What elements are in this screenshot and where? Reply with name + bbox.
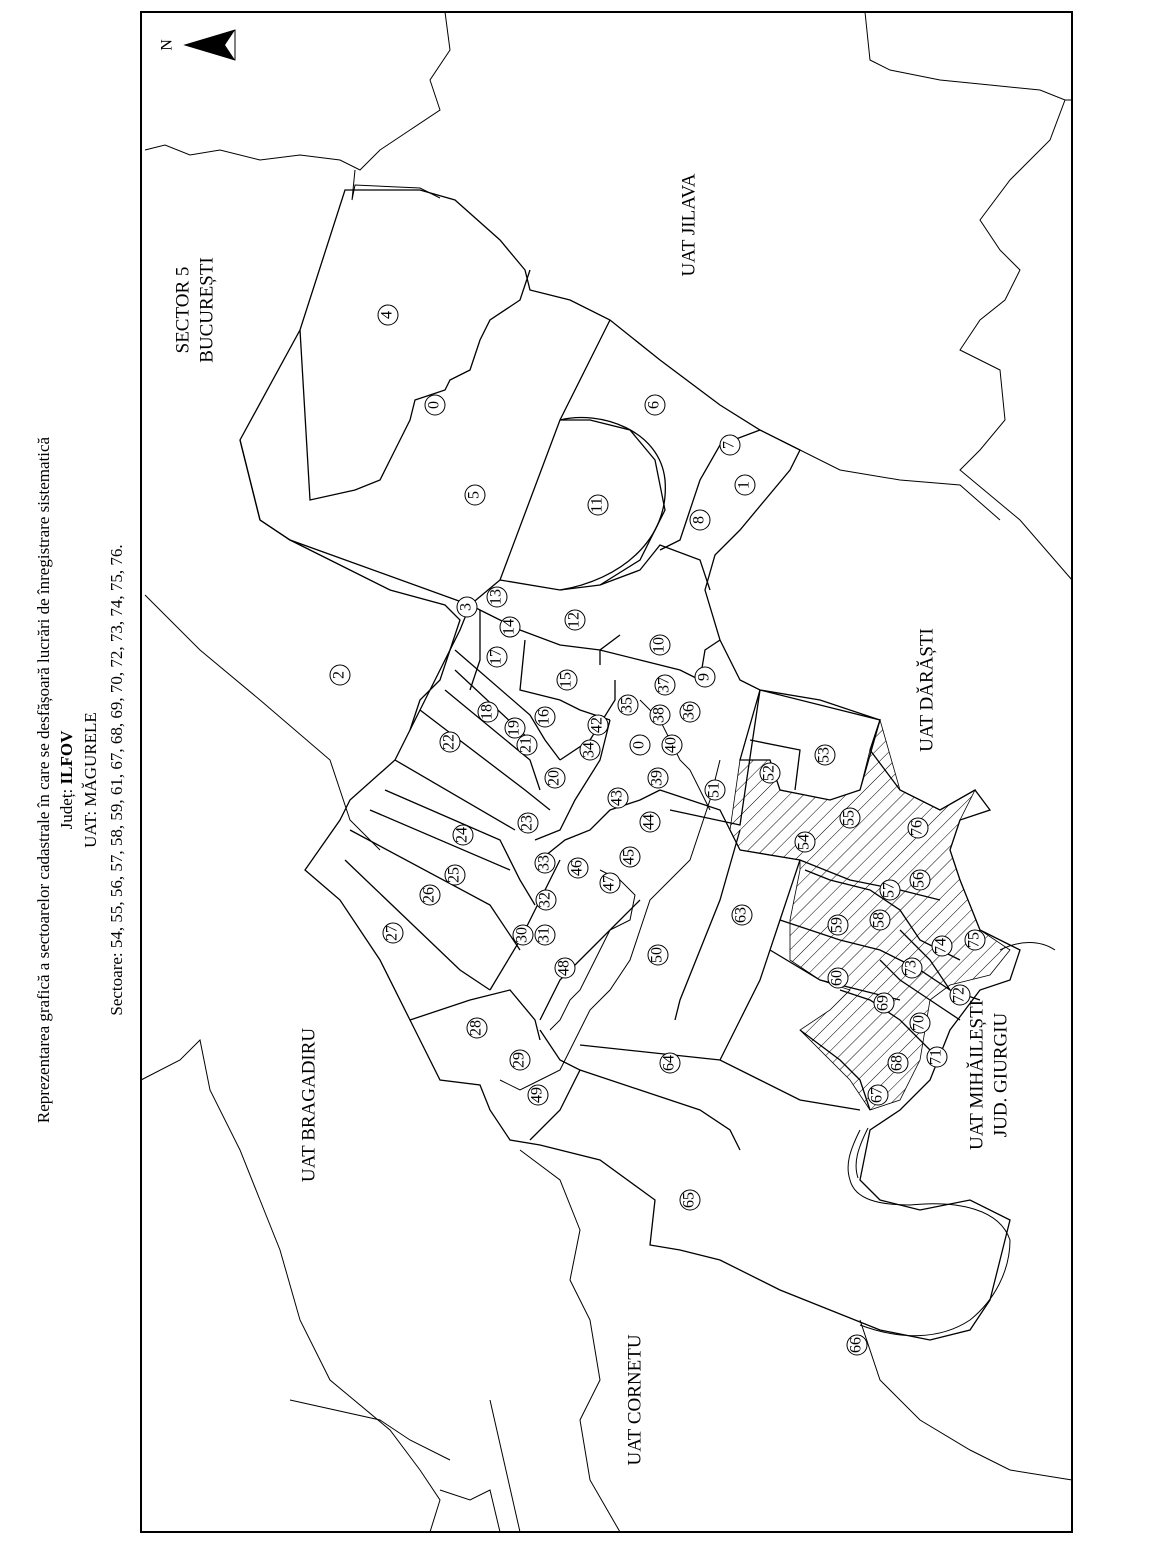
sector-number: 30 xyxy=(513,927,531,943)
sector-number: 33 xyxy=(535,855,553,871)
sector-marker-43 xyxy=(608,788,628,808)
sector-number: 23 xyxy=(518,815,536,831)
sector-number: 26 xyxy=(420,887,438,903)
sector-number: 67 xyxy=(868,1087,886,1103)
sector-marker-11 xyxy=(588,495,608,515)
sector-marker-52 xyxy=(760,763,780,783)
sector-marker-7 xyxy=(720,435,740,455)
sector-marker-65 xyxy=(680,1190,700,1210)
sector-number: 15 xyxy=(557,672,575,688)
label-darasti: UAT DĂRĂȘTI xyxy=(916,628,938,752)
sector-marker-15 xyxy=(557,670,577,690)
sector-number: 74 xyxy=(932,938,950,954)
sector-marker-36 xyxy=(680,702,700,722)
sector-number: 2 xyxy=(330,671,348,679)
sector-marker-1 xyxy=(735,475,755,495)
sector-marker-13 xyxy=(487,587,507,607)
sector-number: 63 xyxy=(732,907,750,923)
sector-number: 60 xyxy=(828,970,846,986)
sector-marker-0 xyxy=(425,395,445,415)
sector-marker-20 xyxy=(545,768,565,788)
sector-number: 18 xyxy=(478,704,496,720)
sector-marker-63 xyxy=(732,905,752,925)
sector-number: 8 xyxy=(690,516,708,524)
sector-marker-14 xyxy=(500,617,520,637)
sector-marker-49 xyxy=(528,1085,548,1105)
sector-number: 46 xyxy=(568,860,586,876)
sector-marker-12 xyxy=(565,610,585,630)
sector-number: 59 xyxy=(828,917,846,933)
sector-marker-34 xyxy=(580,740,600,760)
sector-number: 6 xyxy=(645,401,663,409)
title-line-2 xyxy=(57,730,76,829)
sector-number: 64 xyxy=(660,1055,678,1071)
sector-number: 28 xyxy=(467,1020,485,1036)
sector-marker-24 xyxy=(453,825,473,845)
sector-marker-74 xyxy=(932,936,952,956)
sector-number: 9 xyxy=(695,673,713,681)
sector-marker-8 xyxy=(690,510,710,530)
sector-marker-45 xyxy=(620,847,640,867)
title-line-3: UAT: MĂGURELE xyxy=(80,712,100,848)
sector-marker-33 xyxy=(535,853,555,873)
sector-marker-22 xyxy=(440,732,460,752)
sector-number: 71 xyxy=(927,1049,945,1065)
sector-number: 45 xyxy=(620,849,638,865)
sector-marker-58 xyxy=(870,910,890,930)
label-sector5-line1: SECTOR 5 xyxy=(172,266,194,354)
sector-marker-26 xyxy=(420,885,440,905)
sector-number: 48 xyxy=(555,960,573,976)
sector-marker-27 xyxy=(383,923,403,943)
sector-number: 21 xyxy=(517,737,535,753)
sector-marker-31 xyxy=(535,925,555,945)
sector-marker-72 xyxy=(950,985,970,1005)
sector-number: 73 xyxy=(902,960,920,976)
sector-number: 1 xyxy=(735,481,753,489)
sector-marker-68 xyxy=(888,1053,908,1073)
sector-marker-23 xyxy=(518,813,538,833)
sector-number: 66 xyxy=(847,1337,865,1353)
sector-number: 17 xyxy=(487,649,505,665)
label-mihailesti-line1: UAT MIHĂILEȘTI xyxy=(966,999,988,1151)
title-line-4: Sectoare: 54, 55, 56, 57, 58, 59, 61, 67, 68, 69, 70, 72, 73, 74, 75, 76. xyxy=(106,544,126,1016)
sector-number: 65 xyxy=(680,1192,698,1208)
sector-marker-64 xyxy=(660,1053,680,1073)
sector-number: 69 xyxy=(874,995,892,1011)
county-value: ILFOV xyxy=(56,730,76,785)
sector-11-boundary xyxy=(560,418,665,591)
sector-marker-57 xyxy=(880,880,900,900)
sector-number: 5 xyxy=(465,491,483,499)
sector-number: 40 xyxy=(662,737,680,753)
sector-marker-47 xyxy=(600,873,620,893)
sector-number: 42 xyxy=(588,717,606,733)
sector-number: 52 xyxy=(760,765,778,781)
sector-number: 54 xyxy=(795,834,813,850)
label-sector5-line2: BUCUREȘTI xyxy=(196,257,218,363)
sector-marker-2 xyxy=(330,665,350,685)
sector-number: 4 xyxy=(378,311,396,319)
sector-number: 53 xyxy=(815,747,833,763)
sector-marker-48 xyxy=(555,958,575,978)
sector-number: 72 xyxy=(950,987,968,1003)
sector-number: 13 xyxy=(487,589,505,605)
sector-marker-19 xyxy=(505,718,525,738)
sector-number: 35 xyxy=(618,697,636,713)
sector-marker-50 xyxy=(648,945,668,965)
sector-number: 56 xyxy=(910,872,928,888)
sector-marker-30 xyxy=(513,925,533,945)
sector-marker-54 xyxy=(795,832,815,852)
north-label: N xyxy=(158,39,176,51)
sector-marker-51 xyxy=(705,780,725,800)
sector-marker-38 xyxy=(650,705,670,725)
sector-marker-18 xyxy=(478,702,498,722)
sector-marker-66 xyxy=(847,1335,867,1355)
label-jilava: UAT JILAVA xyxy=(678,173,700,277)
sector-number: 16 xyxy=(535,709,553,725)
sector-number: 3 xyxy=(457,603,475,611)
sector-marker-60 xyxy=(828,968,848,988)
sector-number: 27 xyxy=(383,925,401,941)
county-prefix: Județ: xyxy=(56,784,76,830)
sector-number: 14 xyxy=(500,619,518,635)
sector-number: 10 xyxy=(650,637,668,653)
sector-number: 31 xyxy=(535,927,553,943)
sector-marker-76 xyxy=(908,818,928,838)
sector-marker-56 xyxy=(910,870,930,890)
sector-number: 38 xyxy=(650,707,668,723)
sector-marker-39 xyxy=(648,768,668,788)
sector-number: 7 xyxy=(720,441,738,449)
sector-marker-71 xyxy=(927,1047,947,1067)
sector-number: 58 xyxy=(870,912,888,928)
sector-number: 51 xyxy=(705,782,723,798)
sector-marker-35 xyxy=(618,695,638,715)
sector-number: 47 xyxy=(600,875,618,891)
neighbor-boundaries xyxy=(141,12,1072,1532)
sector-marker-59 xyxy=(828,915,848,935)
sector-marker-69 xyxy=(874,993,894,1013)
sector-number: 11 xyxy=(588,497,606,513)
sector-number: 22 xyxy=(440,734,458,750)
magurele-outline xyxy=(240,190,1020,1340)
sector-number: 37 xyxy=(655,677,673,693)
label-mihailesti-line2: JUD. GIURGIU xyxy=(990,1012,1012,1138)
sector-marker-16 xyxy=(535,707,555,727)
sector-marker-5 xyxy=(465,485,485,505)
sector-marker-53 xyxy=(815,745,835,765)
sector-number: 44 xyxy=(640,814,658,830)
sector-marker-46 xyxy=(568,858,588,878)
sector-number: 19 xyxy=(505,720,523,736)
sector-marker-40 xyxy=(662,735,682,755)
map-title xyxy=(34,436,126,1123)
sector-marker-73 xyxy=(902,958,922,978)
sector-marker-42 xyxy=(588,715,608,735)
sector-marker-21 xyxy=(517,735,537,755)
label-bragadiru: UAT BRAGADIRU xyxy=(298,1027,320,1183)
sector-marker-6 xyxy=(645,395,665,415)
sector-number: 24 xyxy=(453,827,471,843)
sector-number: 32 xyxy=(536,892,554,908)
sector-marker-67 xyxy=(868,1085,888,1105)
sector-number: 12 xyxy=(565,612,583,628)
title-line-1: Reprezentarea grafică a sectoarelor cadastrale în care se desfășoară lucrări de înregistrare sistematică xyxy=(33,436,53,1124)
sector-number: 0 xyxy=(425,401,443,409)
sector-marker-9 xyxy=(695,667,715,687)
sector-number: 70 xyxy=(910,1015,928,1031)
sector-number: 68 xyxy=(888,1055,906,1071)
sector-marker-4 xyxy=(378,305,398,325)
sector-number: 75 xyxy=(965,932,983,948)
sector-number: 50 xyxy=(648,947,666,963)
sector-number: 39 xyxy=(648,770,666,786)
north-arrow-icon xyxy=(159,30,235,60)
sector-number: 43 xyxy=(608,790,626,806)
sector-marker-55 xyxy=(840,808,860,828)
sector-marker-75 xyxy=(965,930,985,950)
sector-marker-29 xyxy=(510,1050,530,1070)
sector-marker-3 xyxy=(457,597,477,617)
sector-marker-37 xyxy=(655,675,675,695)
sector-marker-70 xyxy=(910,1013,930,1033)
map-frame xyxy=(141,12,1072,1532)
sector-number: 36 xyxy=(680,704,698,720)
sector-marker-28 xyxy=(467,1018,487,1038)
sector-number: 57 xyxy=(880,882,898,898)
sector-number: 0 xyxy=(630,741,648,749)
sector-number: 49 xyxy=(528,1087,546,1103)
sector-number: 25 xyxy=(445,867,463,883)
label-cornetu: UAT CORNETU xyxy=(624,1334,646,1466)
sector-number: 20 xyxy=(545,770,563,786)
sector-number: 55 xyxy=(840,810,858,826)
sector-number: 76 xyxy=(908,820,926,836)
sector-marker-0 xyxy=(630,735,650,755)
sector-marker-32 xyxy=(536,890,556,910)
sector-number: 29 xyxy=(510,1052,528,1068)
sector-marker-17 xyxy=(487,647,507,667)
sector-marker-10 xyxy=(650,635,670,655)
sector-marker-44 xyxy=(640,812,660,832)
sector-marker-25 xyxy=(445,865,465,885)
sector-number: 34 xyxy=(580,742,598,758)
